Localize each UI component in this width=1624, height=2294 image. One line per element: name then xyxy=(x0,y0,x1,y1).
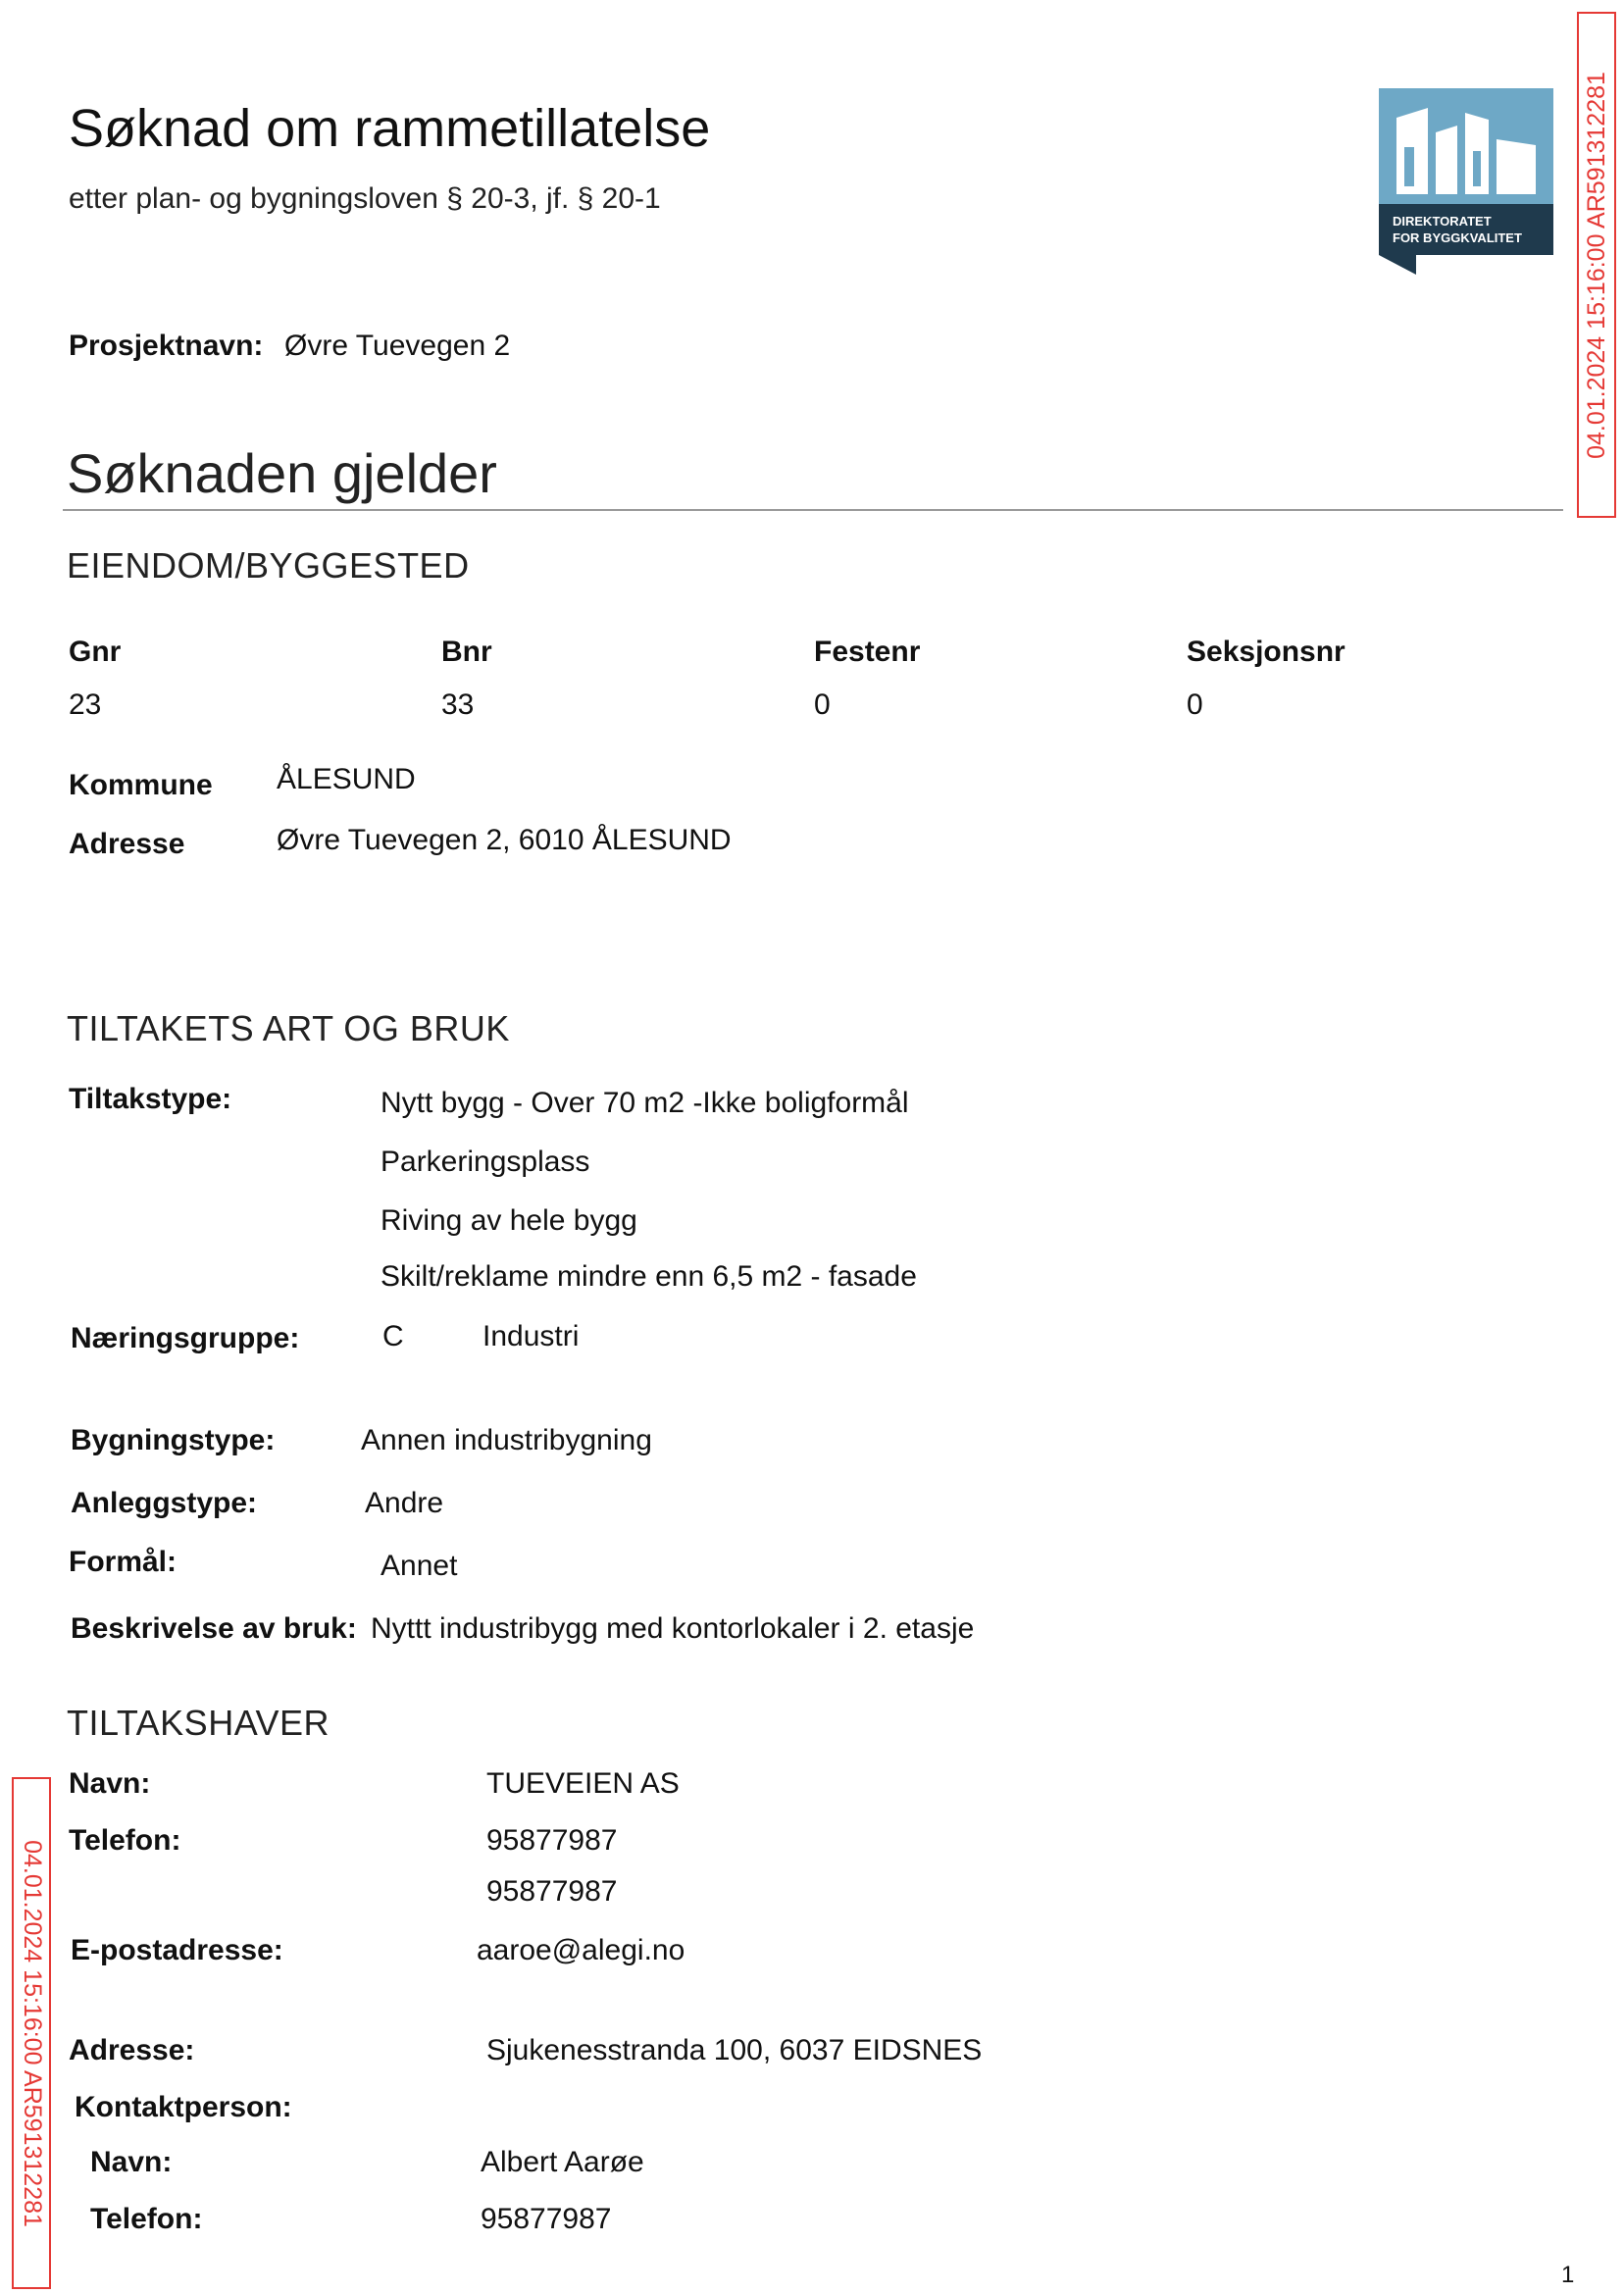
document-subtitle: etter plan- og bygningsloven § 20-3, jf. § 20-1 xyxy=(69,182,661,215)
section-heading: Søknaden gjelder xyxy=(67,442,497,504)
tiltakstype-item: Riving av hele bygg xyxy=(381,1204,637,1237)
tiltakstype-label: Tiltakstype: xyxy=(69,1083,232,1115)
epost-value: aaroe@alegi.no xyxy=(477,1934,685,1966)
tiltakstype-item: Skilt/reklame mindre enn 6,5 m2 - fasade xyxy=(381,1260,917,1293)
seksjonsnr-label: Seksjonsnr xyxy=(1187,636,1345,668)
naeringsgruppe-code: C xyxy=(382,1320,404,1352)
kontakt-navn-label: Navn: xyxy=(90,2146,173,2178)
project-name-value: Øvre Tuevegen 2 xyxy=(284,330,511,362)
heading-rule xyxy=(63,509,1563,511)
festenr-label: Festenr xyxy=(814,636,921,668)
naeringsgruppe-label: Næringsgruppe: xyxy=(71,1322,300,1354)
page-number: 1 xyxy=(1561,2262,1575,2288)
document-title: Søknad om rammetillatelse xyxy=(69,99,711,158)
tiltakstype-item: Parkeringsplass xyxy=(381,1146,590,1178)
received-stamp-top xyxy=(1577,12,1616,518)
adresse-value: Øvre Tuevegen 2, 6010 ÅLESUND xyxy=(277,824,732,856)
dibk-logo xyxy=(1379,88,1553,275)
logo-text-line2: FOR BYGGKVALITET xyxy=(1393,230,1522,245)
bnr-label: Bnr xyxy=(441,636,492,668)
seksjonsnr-value: 0 xyxy=(1187,688,1203,721)
gnr-label: Gnr xyxy=(69,636,122,668)
gnr-value: 23 xyxy=(69,688,102,721)
tiltakshaver-adresse-value: Sjukenesstranda 100, 6037 EIDSNES xyxy=(486,2034,983,2066)
bnr-value: 33 xyxy=(441,688,475,721)
tiltakshaver-navn-label: Navn: xyxy=(69,1767,151,1800)
tiltakshaver-telefon-value: 95877987 xyxy=(486,1875,618,1908)
beskrivelse-value: Nyttt industribygg med kontorlokaler i 2. etasje xyxy=(371,1612,975,1645)
tiltak-section-title: TILTAKETS ART OG BRUK xyxy=(67,1008,510,1048)
beskrivelse-label: Beskrivelse av bruk: xyxy=(71,1612,357,1645)
eiendom-section-title: EIENDOM/BYGGESTED xyxy=(67,545,470,586)
kontakt-telefon-label: Telefon: xyxy=(90,2203,203,2235)
formal-value: Annet xyxy=(381,1550,458,1582)
festenr-value: 0 xyxy=(814,688,831,721)
tiltakstype-item: Nytt bygg - Over 70 m2 -Ikke boligformål xyxy=(381,1087,909,1119)
kommune-value: ÅLESUND xyxy=(277,763,416,795)
logo-text-line1: DIREKTORATET xyxy=(1393,214,1492,229)
received-stamp-left xyxy=(12,1777,51,2289)
tiltakshaver-telefon-value: 95877987 xyxy=(486,1824,618,1857)
kontaktperson-label: Kontaktperson: xyxy=(75,2091,292,2123)
anleggstype-label: Anleggstype: xyxy=(71,1487,258,1519)
kontakt-telefon-value: 95877987 xyxy=(481,2203,612,2235)
naeringsgruppe-value: Industri xyxy=(482,1320,580,1352)
formal-label: Formål: xyxy=(69,1546,178,1578)
bygningstype-label: Bygningstype: xyxy=(71,1424,276,1456)
tiltakshaver-section-title: TILTAKSHAVER xyxy=(67,1703,330,1743)
epost-label: E-postadresse: xyxy=(71,1934,283,1966)
bygningstype-value: Annen industribygning xyxy=(361,1424,652,1456)
tiltakshaver-telefon-label: Telefon: xyxy=(69,1824,181,1857)
adresse-label: Adresse xyxy=(69,828,185,860)
tiltakshaver-adresse-label: Adresse: xyxy=(69,2034,195,2066)
stamp-text: 04.01.2024 15:16:00 AR591312281 xyxy=(18,1839,46,2227)
kommune-label: Kommune xyxy=(69,769,213,801)
project-name-label: Prosjektnavn: xyxy=(69,330,264,362)
anleggstype-value: Andre xyxy=(365,1487,444,1519)
tiltakshaver-navn-value: TUEVEIEN AS xyxy=(486,1767,680,1800)
stamp-text: 04.01.2024 15:16:00 AR591312281 xyxy=(1582,71,1610,459)
kontakt-navn-value: Albert Aarøe xyxy=(481,2146,644,2178)
